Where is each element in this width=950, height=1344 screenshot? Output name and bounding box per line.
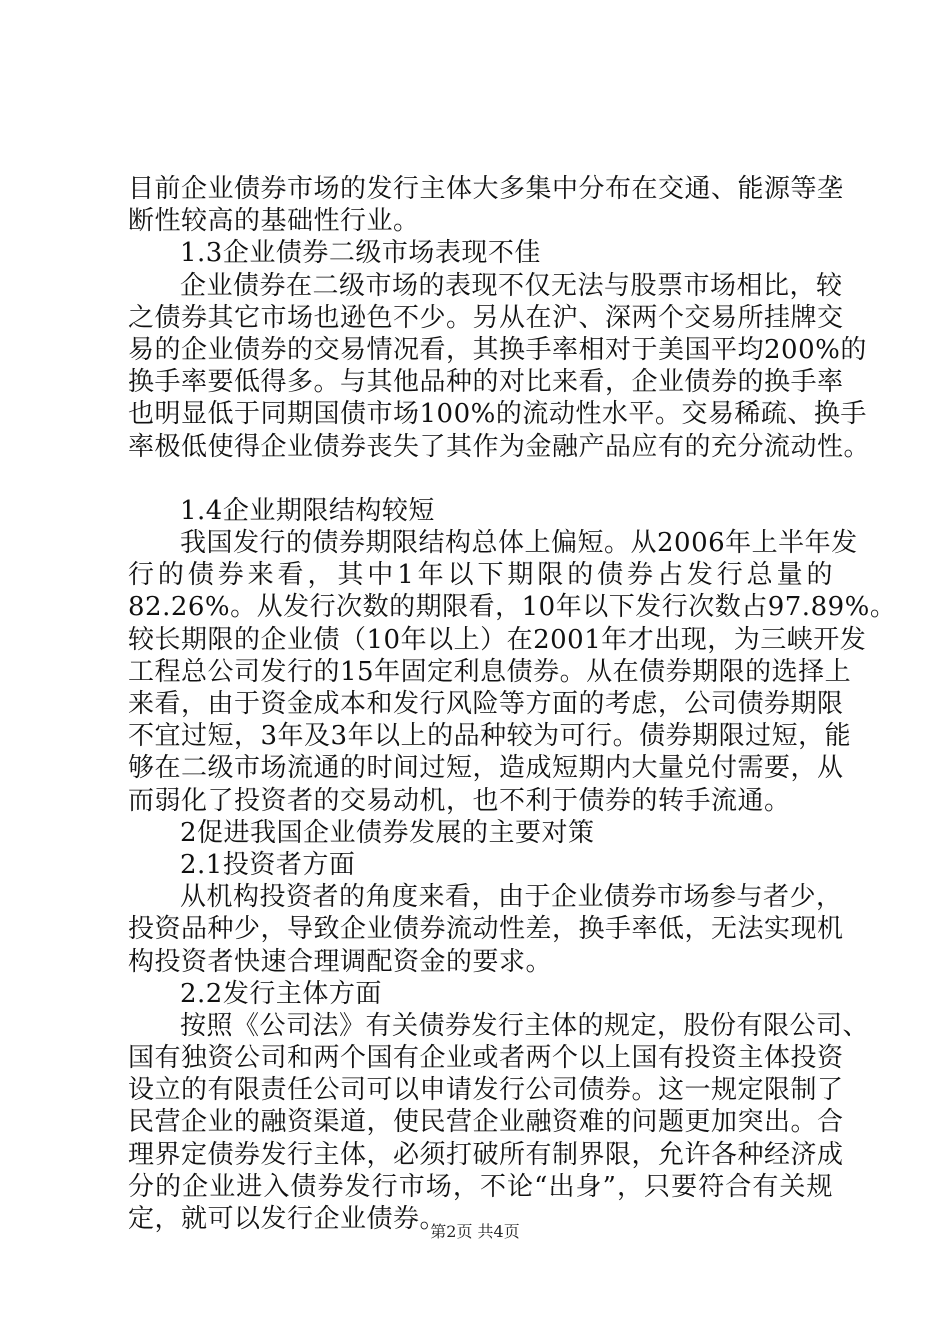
text-line: 工程总公司发行的15年固定利息债券。从在债券期限的选择上 [128,656,852,687]
text-line: 我国发行的债券期限结构总体上偏短。从2006年上半年发 [180,528,858,559]
text-line: 国有独资公司和两个国有企业或者两个以上国有投资主体投资 [128,1043,844,1074]
blank-line [128,463,833,495]
text-line: 较长期限的企业债（10年以上）在2001年才出现，为三峡开发 [128,624,867,655]
text-line: 行的债券来看，其中1年以下期限的债券占发行总量的 [128,560,833,591]
section-heading-2-2: 2.2发行主体方面 [180,978,382,1009]
text-line: 82.26%。从发行次数的期限看，10年以下发行次数占97.89%。 [128,592,897,623]
text-line: 而弱化了投资者的交易动机，也不利于债券的转手流通。 [128,785,791,816]
text-line: 定，就可以发行企业债券。 [128,1204,447,1234]
paragraph-secondary-market [128,270,871,463]
text-line: 来看，由于资金成本和发行风险等方面的考虑，公司债券期限 [128,689,844,719]
text-line: 分的企业进入债券发行市场，不论“出身”，只要符合有关规 [128,1171,833,1202]
text-line: 目前企业债券市场的发行主体大多集中分布在交通、能源等垄 [128,174,844,204]
section-heading-1-3: 1.3企业债券二级市场表现不佳 [180,238,541,269]
text-line: 率极低使得企业债券丧失了其作为金融产品应有的充分流动性。 [128,431,871,462]
section-heading-1-4: 1.4企业期限结构较短 [180,495,435,526]
section-heading-2-1: 2.1投资者方面 [180,849,356,880]
text-line: 理界定债券发行主体，必须打破所有制界限，允许各种经济成 [128,1139,844,1170]
paragraph-issuer-concentration [128,173,844,237]
text-line: 也明显低于同期国债市场100%的流动性水平。交易稀疏、换手 [128,399,867,430]
text-line: 不宜过短，3年及3年以上的品种较为可行。债券期限过短，能 [128,721,852,752]
text-line: 民营企业的融资渠道，使民营企业融资难的问题更加突出。合 [128,1107,844,1138]
section-heading-2: 2促进我国企业债券发展的主要对策 [180,817,595,848]
text-line: 从机构投资者的角度来看，由于企业债券市场参与者少， [180,882,843,913]
text-line: 设立的有限责任公司可以申请发行公司债券。这一规定限制了 [128,1075,844,1106]
text-line: 构投资者快速合理调配资金的要求。 [128,946,553,977]
text-line: 企业债券在二级市场的表现不仅无法与股票市场相比，较 [180,270,843,301]
text-line: 按照《公司法》有关债券发行主体的规定，股份有限公司、 [180,1010,870,1041]
page-number-footer: 第2页 共4页 [430,1222,520,1241]
text-line: 换手率要低得多。与其他品种的对比来看，企业债券的换手率 [128,367,844,398]
document-body [128,173,897,1235]
paragraph-maturity-structure [128,527,897,817]
text-line: 投资品种少，导致企业债券流动性差，换手率低，无法实现机 [128,914,844,945]
text-line: 断性较高的基础性行业。 [128,206,420,237]
text-line: 够在二级市场流通的时间过短，造成短期内大量兑付需要，从 [128,753,844,784]
text-line: 易的企业债券的交易情况看，其换手率相对于美国平均200%的 [128,334,867,365]
text-line: 之债券其它市场也逊色不少。另从在沪、深两个交易所挂牌交 [128,302,844,333]
paragraph-issuer-entities [128,1010,870,1235]
paragraph-investors [128,881,844,978]
